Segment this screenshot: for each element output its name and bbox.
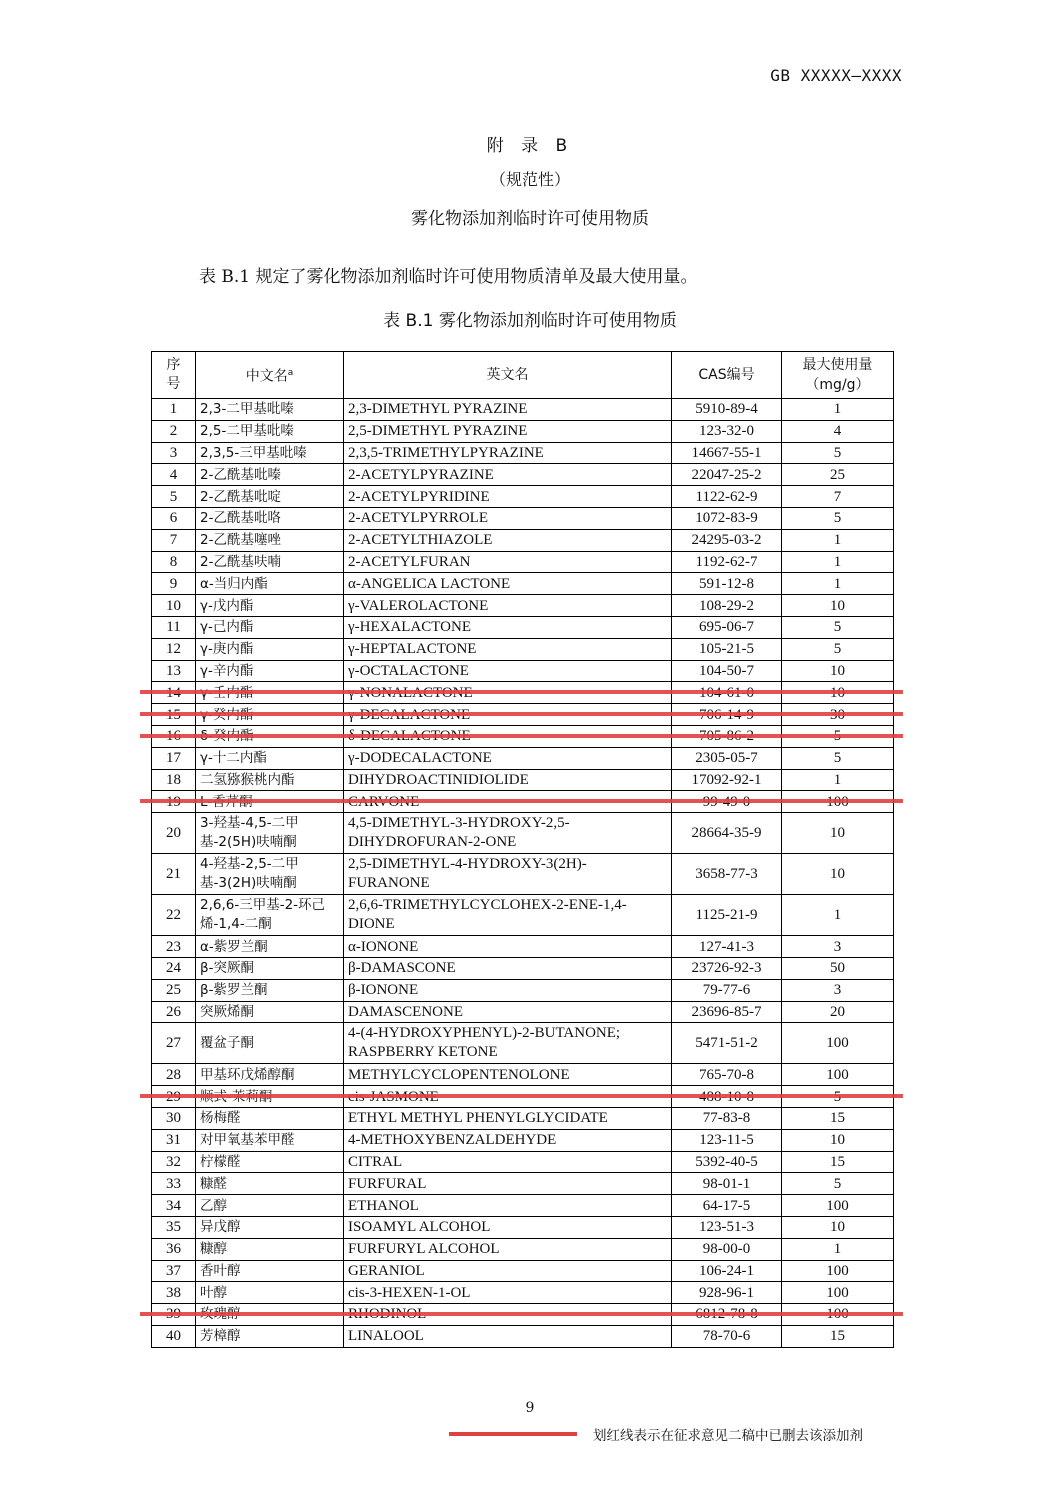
row-cas-number: 23696-85-7 (672, 1001, 782, 1023)
row-max-usage: 10 (782, 595, 894, 617)
row-no: 18 (152, 769, 196, 791)
row-english-name: 2,5-DIMETHYL PYRAZINE (344, 420, 672, 442)
row-max-usage: 3 (782, 936, 894, 958)
row-max-usage: 3 (782, 979, 894, 1001)
table-row (152, 507, 894, 529)
table-row (152, 616, 894, 638)
strike-line (140, 799, 903, 803)
row-english-name: β-IONONE (344, 979, 672, 1001)
row-max-usage: 10 (782, 854, 894, 895)
strike-line (140, 712, 903, 716)
row-english-name: METHYLCYCLOPENTENOLONE (344, 1064, 672, 1086)
row-no: 2 (152, 420, 196, 442)
table-row (152, 529, 894, 551)
row-cas-number: 591-12-8 (672, 573, 782, 595)
row-english-name: 4-(4-HYDROXYPHENYL)-2-BUTANONE; RASPBERRY KETONE (344, 1023, 672, 1064)
row-no: 9 (152, 573, 196, 595)
row-cas-number: 5392-40-5 (672, 1151, 782, 1173)
row-english-name: γ-VALEROLACTONE (344, 595, 672, 617)
row-cas-number: 22047-25-2 (672, 464, 782, 486)
row-cas-number: 79-77-6 (672, 979, 782, 1001)
table-row (152, 638, 894, 660)
row-english-name: LINALOOL (344, 1325, 672, 1347)
row-english-name: γ-HEXALACTONE (344, 616, 672, 638)
row-english-name: DAMASCENONE (344, 1001, 672, 1023)
row-max-usage: 5 (782, 616, 894, 638)
row-chinese-name: 乙醇 (196, 1195, 344, 1217)
legend-red-line (449, 1432, 577, 1436)
row-chinese-name: 对甲氧基苯甲醛 (196, 1129, 344, 1151)
table-row (152, 1151, 894, 1173)
row-chinese-name: γ-己内酯 (196, 616, 344, 638)
row-chinese-name: γ-十二内酯 (196, 747, 344, 769)
row-no: 38 (152, 1282, 196, 1304)
row-max-usage: 5 (782, 747, 894, 769)
row-max-usage: 5 (782, 1173, 894, 1195)
row-no: 10 (152, 595, 196, 617)
table-row (152, 1173, 894, 1195)
row-no: 11 (152, 616, 196, 638)
table-row (152, 979, 894, 1001)
row-no: 1 (152, 399, 196, 421)
row-no: 27 (152, 1023, 196, 1064)
table-row (152, 442, 894, 464)
row-no: 21 (152, 854, 196, 895)
row-no: 4 (152, 464, 196, 486)
appendix-subject: 雾化物添加剂临时许可使用物质 (411, 209, 649, 229)
strike-line (140, 690, 903, 694)
table-header-row (152, 352, 894, 399)
row-cas-number: 105-21-5 (672, 638, 782, 660)
row-chinese-name: β-紫罗兰酮 (196, 979, 344, 1001)
row-no: 37 (152, 1260, 196, 1282)
row-no: 7 (152, 529, 196, 551)
row-cas-number: 108-29-2 (672, 595, 782, 617)
row-max-usage: 5 (782, 638, 894, 660)
row-no: 28 (152, 1064, 196, 1086)
row-chinese-name: 2-乙酰基噻唑 (196, 529, 344, 551)
row-cas-number: 104-50-7 (672, 660, 782, 682)
table-row (152, 1325, 894, 1347)
row-cas-number: 64-17-5 (672, 1195, 782, 1217)
row-cas-number: 1072-83-9 (672, 507, 782, 529)
row-cas-number: 765-70-8 (672, 1064, 782, 1086)
header-no (152, 352, 196, 399)
row-max-usage: 10 (782, 813, 894, 854)
header-cn-label: 中文名 (245, 368, 288, 385)
row-no: 20 (152, 813, 196, 854)
row-no: 36 (152, 1238, 196, 1260)
row-max-usage: 1 (782, 573, 894, 595)
header-max (782, 352, 894, 399)
row-english-name: DIHYDROACTINIDIOLIDE (344, 769, 672, 791)
row-cas-number: 78-70-6 (672, 1325, 782, 1347)
row-english-name: FURFURAL (344, 1173, 672, 1195)
row-no: 22 (152, 895, 196, 936)
row-max-usage: 1 (782, 399, 894, 421)
row-max-usage: 4 (782, 420, 894, 442)
legend-text: 划红线表示在征求意见二稿中已删去该添加剂 (593, 1428, 863, 1444)
row-cas-number: 14667-55-1 (672, 442, 782, 464)
row-cas-number: 28664-35-9 (672, 813, 782, 854)
table-row (152, 660, 894, 682)
row-cas-number: 123-11-5 (672, 1129, 782, 1151)
table-row (152, 895, 894, 936)
table-row (152, 813, 894, 854)
row-cas-number: 1125-21-9 (672, 895, 782, 936)
page-number: 9 (525, 1400, 535, 1416)
table-caption: 表 B.1 雾化物添加剂临时许可使用物质 (383, 311, 677, 331)
row-cas-number: 123-32-0 (672, 420, 782, 442)
row-cas-number: 98-00-0 (672, 1238, 782, 1260)
row-max-usage: 15 (782, 1325, 894, 1347)
row-chinese-name: 2-乙酰基呋喃 (196, 551, 344, 573)
row-no: 25 (152, 979, 196, 1001)
row-english-name: 2,3,5-TRIMETHYLPYRAZINE (344, 442, 672, 464)
table-row (152, 957, 894, 979)
row-cas-number: 127-41-3 (672, 936, 782, 958)
standard-code: GB XXXXX—XXXX (770, 66, 902, 85)
row-no: 17 (152, 747, 196, 769)
row-max-usage: 100 (782, 1023, 894, 1064)
row-max-usage: 100 (782, 1260, 894, 1282)
table-row (152, 747, 894, 769)
row-no: 31 (152, 1129, 196, 1151)
row-no: 34 (152, 1195, 196, 1217)
row-chinese-name: α-当归内酯 (196, 573, 344, 595)
row-cas-number: 106-24-1 (672, 1260, 782, 1282)
substance-table (151, 351, 894, 1348)
row-english-name: ETHYL METHYL PHENYLGLYCIDATE (344, 1107, 672, 1129)
row-cas-number: 1192-62-7 (672, 551, 782, 573)
row-english-name: 2-ACETYLPYRAZINE (344, 464, 672, 486)
row-chinese-name: 糠醇 (196, 1238, 344, 1260)
header-cn-footnote: a (287, 367, 294, 378)
row-cas-number: 1122-62-9 (672, 486, 782, 508)
row-english-name: ETHANOL (344, 1195, 672, 1217)
row-max-usage: 1 (782, 529, 894, 551)
header-en: 英文名 (344, 352, 672, 399)
row-no: 24 (152, 957, 196, 979)
row-no: 8 (152, 551, 196, 573)
row-chinese-name: 2-乙酰基吡咯 (196, 507, 344, 529)
row-chinese-name: 3-羟基-4,5-二甲基-2(5H)呋喃酮 (196, 813, 344, 854)
row-no: 33 (152, 1173, 196, 1195)
strike-line (140, 1094, 903, 1098)
row-chinese-name: 突厥烯酮 (196, 1001, 344, 1023)
row-chinese-name: 叶醇 (196, 1282, 344, 1304)
row-chinese-name: 2-乙酰基吡啶 (196, 486, 344, 508)
header-no-label: 序号 (166, 357, 181, 392)
row-english-name: γ-DODECALACTONE (344, 747, 672, 769)
intro-paragraph: 表 B.1 规定了雾化物添加剂临时许可使用物质清单及最大使用量。 (199, 267, 698, 287)
row-chinese-name: 杨梅醛 (196, 1107, 344, 1129)
appendix-title: 附 录 B (486, 136, 574, 156)
table-row (152, 1023, 894, 1064)
table-row (152, 486, 894, 508)
row-max-usage: 1 (782, 895, 894, 936)
row-max-usage: 100 (782, 1282, 894, 1304)
row-max-usage: 5 (782, 442, 894, 464)
strike-line (140, 1312, 903, 1316)
header-cas: CAS编号 (672, 352, 782, 399)
table-row (152, 769, 894, 791)
row-chinese-name: γ-戊内酯 (196, 595, 344, 617)
row-no: 23 (152, 936, 196, 958)
row-english-name: CITRAL (344, 1151, 672, 1173)
row-chinese-name: 柠檬醛 (196, 1151, 344, 1173)
row-chinese-name: 芳樟醇 (196, 1325, 344, 1347)
row-english-name: cis-3-HEXEN-1-OL (344, 1282, 672, 1304)
row-max-usage: 1 (782, 551, 894, 573)
row-max-usage: 1 (782, 1238, 894, 1260)
row-cas-number: 123-51-3 (672, 1216, 782, 1238)
row-chinese-name: 异戊醇 (196, 1216, 344, 1238)
row-max-usage: 5 (782, 507, 894, 529)
row-chinese-name: β-突厥酮 (196, 957, 344, 979)
table-row (152, 1238, 894, 1260)
row-chinese-name: 4-羟基-2,5-二甲基-3(2H)呋喃酮 (196, 854, 344, 895)
row-english-name: 2-ACETYLPYRROLE (344, 507, 672, 529)
row-chinese-name: α-紫罗兰酮 (196, 936, 344, 958)
row-english-name: γ-OCTALACTONE (344, 660, 672, 682)
row-max-usage: 10 (782, 1129, 894, 1151)
row-chinese-name: 2,3,5-三甲基吡嗪 (196, 442, 344, 464)
table-row (152, 1216, 894, 1238)
row-max-usage: 15 (782, 1107, 894, 1129)
strike-line (140, 734, 903, 738)
header-cn (196, 352, 344, 399)
row-cas-number: 928-96-1 (672, 1282, 782, 1304)
row-max-usage: 1 (782, 769, 894, 791)
table-row (152, 936, 894, 958)
row-chinese-name: 2,5-二甲基吡嗪 (196, 420, 344, 442)
row-max-usage: 10 (782, 1216, 894, 1238)
row-chinese-name: γ-庚内酯 (196, 638, 344, 660)
row-cas-number: 5471-51-2 (672, 1023, 782, 1064)
row-chinese-name: 2-乙酰基吡嗪 (196, 464, 344, 486)
row-chinese-name: 香叶醇 (196, 1260, 344, 1282)
table-row (152, 551, 894, 573)
row-max-usage: 7 (782, 486, 894, 508)
row-english-name: 2-ACETYLFURAN (344, 551, 672, 573)
table-row (152, 1107, 894, 1129)
row-english-name: α-IONONE (344, 936, 672, 958)
row-chinese-name: γ-辛内酯 (196, 660, 344, 682)
row-english-name: FURFURYL ALCOHOL (344, 1238, 672, 1260)
table-row (152, 854, 894, 895)
row-english-name: α-ANGELICA LACTONE (344, 573, 672, 595)
row-no: 26 (152, 1001, 196, 1023)
row-no: 40 (152, 1325, 196, 1347)
row-english-name: β-DAMASCONE (344, 957, 672, 979)
table-row (152, 1001, 894, 1023)
table-row (152, 1064, 894, 1086)
row-cas-number: 98-01-1 (672, 1173, 782, 1195)
row-max-usage: 100 (782, 1195, 894, 1217)
row-english-name: 2-ACETYLTHIAZOLE (344, 529, 672, 551)
row-no: 30 (152, 1107, 196, 1129)
table-row (152, 464, 894, 486)
row-english-name: 2-ACETYLPYRIDINE (344, 486, 672, 508)
row-chinese-name: 甲基环戊烯醇酮 (196, 1064, 344, 1086)
row-no: 12 (152, 638, 196, 660)
row-chinese-name: 2,3-二甲基吡嗪 (196, 399, 344, 421)
row-max-usage: 25 (782, 464, 894, 486)
row-english-name: GERANIOL (344, 1260, 672, 1282)
row-english-name: 2,5-DIMETHYL-4-HYDROXY-3(2H)-FURANONE (344, 854, 672, 895)
row-no: 5 (152, 486, 196, 508)
row-cas-number: 695-06-7 (672, 616, 782, 638)
row-max-usage: 50 (782, 957, 894, 979)
row-no: 13 (152, 660, 196, 682)
table-row (152, 595, 894, 617)
row-chinese-name: 糠醛 (196, 1173, 344, 1195)
row-no: 35 (152, 1216, 196, 1238)
row-english-name: γ-HEPTALACTONE (344, 638, 672, 660)
row-no: 3 (152, 442, 196, 464)
row-cas-number: 24295-03-2 (672, 529, 782, 551)
table-row (152, 1282, 894, 1304)
row-max-usage: 15 (782, 1151, 894, 1173)
row-cas-number: 2305-05-7 (672, 747, 782, 769)
row-no: 32 (152, 1151, 196, 1173)
row-max-usage: 100 (782, 1064, 894, 1086)
row-chinese-name: 2,6,6-三甲基-2-环己烯-1,4-二酮 (196, 895, 344, 936)
row-cas-number: 77-83-8 (672, 1107, 782, 1129)
row-max-usage: 10 (782, 660, 894, 682)
row-english-name: 4,5-DIMETHYL-3-HYDROXY-2,5-DIHYDROFURAN-2-ONE (344, 813, 672, 854)
table-row (152, 399, 894, 421)
table-row (152, 1260, 894, 1282)
table-row (152, 573, 894, 595)
row-cas-number: 3658-77-3 (672, 854, 782, 895)
row-no: 6 (152, 507, 196, 529)
row-english-name: 4-METHOXYBENZALDEHYDE (344, 1129, 672, 1151)
row-english-name: ISOAMYL ALCOHOL (344, 1216, 672, 1238)
row-cas-number: 17092-92-1 (672, 769, 782, 791)
header-max-label: 最大使用量（mg/g） (802, 357, 873, 393)
row-max-usage: 20 (782, 1001, 894, 1023)
table-row (152, 1129, 894, 1151)
row-cas-number: 23726-92-3 (672, 957, 782, 979)
appendix-nature: （规范性） (489, 170, 570, 189)
row-chinese-name: 覆盆子酮 (196, 1023, 344, 1064)
row-cas-number: 5910-89-4 (672, 399, 782, 421)
table-row (152, 1195, 894, 1217)
table-row (152, 420, 894, 442)
row-english-name: 2,6,6-TRIMETHYLCYCLOHEX-2-ENE-1,4-DIONE (344, 895, 672, 936)
row-chinese-name: 二氢猕猴桃内酯 (196, 769, 344, 791)
row-english-name: 2,3-DIMETHYL PYRAZINE (344, 399, 672, 421)
